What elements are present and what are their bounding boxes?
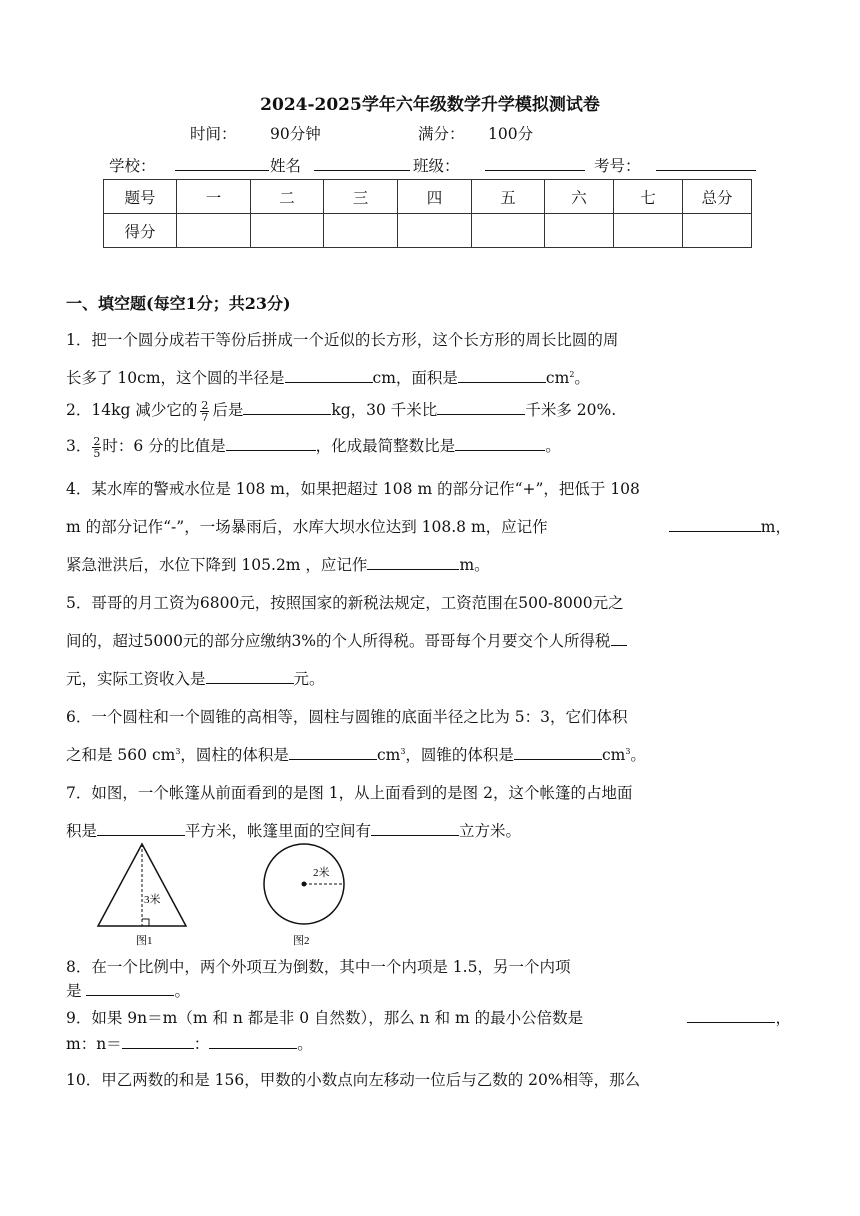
q5-line1: 5．哥哥的月工资为6800元，按照国家的新税法规定，工资范围在500-8000元之 bbox=[66, 594, 624, 612]
figure2-circle bbox=[264, 844, 344, 947]
name-blank[interactable] bbox=[314, 154, 410, 175]
q9-blank-lcm[interactable] bbox=[687, 1008, 775, 1023]
score-header-cell: 总分 bbox=[683, 180, 752, 214]
q3-blank-simplest-ratio[interactable] bbox=[455, 436, 545, 451]
q8-line2: 是 。 bbox=[66, 982, 190, 1000]
q6-blank-cone[interactable] bbox=[514, 745, 602, 760]
q6-line2: 之和是 560 $cm^3$，圆柱的体积是 $cm^3$，圆锥的体积是 $cm^3$。 bbox=[66, 746, 646, 764]
q2-line: 2．14kg 减少它的 $\frac{2}{7}$ 后是 kg，30 千米比 千米多 20%. bbox=[66, 398, 617, 424]
score-row-label: 得分 bbox=[104, 214, 177, 248]
score-table bbox=[103, 179, 752, 248]
q4-line1: 4．某水库的警戒水位是 108 m，如果把超过 108 m 的部分记作“+”，把低于 108 bbox=[66, 480, 640, 498]
score-cell[interactable] bbox=[324, 214, 398, 248]
figure2-label: 图2 bbox=[293, 935, 310, 947]
q2-blank-km[interactable] bbox=[437, 400, 525, 415]
q4-blank-record2[interactable] bbox=[367, 555, 459, 570]
score-cell[interactable] bbox=[545, 214, 614, 248]
q4-line3: 紧急泄洪后，水位下降到 105.2m ，应记作 m。 bbox=[66, 556, 490, 574]
score-table-header-row bbox=[104, 180, 752, 214]
score-header-cell: 题号 bbox=[104, 180, 177, 214]
score-cell[interactable] bbox=[614, 214, 683, 248]
score-cell[interactable] bbox=[683, 214, 752, 248]
exam-no-blank[interactable] bbox=[656, 154, 756, 175]
tent-figures bbox=[94, 838, 354, 950]
figure1-triangle bbox=[98, 844, 186, 947]
q5-blank-tax[interactable] bbox=[611, 631, 627, 646]
q7-line2: 积是 平方米，帐篷里面的空间有 立方米。 bbox=[66, 822, 522, 840]
score-cell[interactable] bbox=[472, 214, 545, 248]
q4-line2: m 的部分记作“-”，一场暴雨后，水库大坝水位达到 108.8 m，应记作 m， bbox=[66, 518, 791, 536]
q1-line1: 1．把一个圆分成若干等份后拼成一个近似的长方形，这个长方形的周长比圆的周 bbox=[66, 331, 619, 349]
score-header-cell: 三 bbox=[324, 180, 398, 214]
full-score-label: 满分： bbox=[418, 125, 465, 143]
q3-line: 3． $\frac{2}{5}$ 时：6 分的比值是 ，化成最简整数比是 。 bbox=[66, 434, 561, 460]
q7-line1: 7．如图，一个帐篷从前面看到的是图 1，从上面看到的是图 2，这个帐篷的占地面 bbox=[66, 784, 633, 802]
q1-line2: 长多了 10cm，这个圆的半径是 cm，面积是 $cm^2$。 bbox=[66, 369, 590, 387]
score-header-cell: 四 bbox=[398, 180, 472, 214]
radius-label: 2米 bbox=[313, 867, 330, 879]
score-header-cell: 七 bbox=[614, 180, 683, 214]
name-label: 姓名 bbox=[270, 157, 302, 175]
q6-blank-cylinder[interactable] bbox=[289, 745, 377, 760]
height-label: 3米 bbox=[144, 894, 161, 906]
time-label: 时间： bbox=[190, 125, 237, 143]
score-cell[interactable] bbox=[251, 214, 324, 248]
q9-blank-ratio-n[interactable] bbox=[209, 1034, 297, 1049]
q5-blank-income[interactable] bbox=[206, 669, 294, 684]
figure1-label: 图1 bbox=[136, 935, 153, 947]
exam-no-label: 考号： bbox=[594, 157, 641, 175]
school-blank[interactable] bbox=[175, 154, 269, 175]
score-header-cell: 六 bbox=[545, 180, 614, 214]
score-cell[interactable] bbox=[398, 214, 472, 248]
fraction-2-5: $\frac{2}{5}$ bbox=[93, 434, 101, 460]
q10-line1: 10．甲乙两数的和是 156，甲数的小数点向左移动一位后与乙数的 20%相等，那么 bbox=[66, 1071, 641, 1089]
q2-blank-kg[interactable] bbox=[243, 400, 331, 415]
school-label: 学校： bbox=[109, 157, 156, 175]
q1-blank-radius[interactable] bbox=[285, 368, 373, 383]
score-header-cell: 二 bbox=[251, 180, 324, 214]
q4-blank-record1[interactable] bbox=[669, 517, 761, 532]
q9-line2: m：n＝ ： 。 bbox=[66, 1035, 313, 1053]
class-label: 班级： bbox=[413, 157, 460, 175]
q7-blank-volume[interactable] bbox=[371, 821, 459, 836]
score-header-cell: 五 bbox=[472, 180, 545, 214]
section-heading: 一、填空题(每空1分；共23分) bbox=[66, 294, 291, 313]
score-cell[interactable] bbox=[177, 214, 251, 248]
q8-blank-inner-term[interactable] bbox=[86, 981, 174, 996]
q8-line1: 8．在一个比例中，两个外项互为倒数，其中一个内项是 1.5，另一个内项 bbox=[66, 958, 571, 976]
class-blank[interactable] bbox=[485, 154, 585, 175]
q3-blank-ratio-value[interactable] bbox=[226, 436, 316, 451]
q9-blank-ratio-m[interactable] bbox=[122, 1034, 194, 1049]
fraction-2-7: $\frac{2}{7}$ bbox=[201, 398, 209, 424]
q5-line2: 间的，超过5000元的部分应缴纳3%的个人所得税。哥哥每个月要交个人所得税 bbox=[66, 629, 627, 651]
q1-blank-area[interactable] bbox=[458, 368, 546, 383]
full-score-value: 100分 bbox=[488, 125, 534, 143]
score-table-score-row bbox=[104, 214, 752, 248]
q5-line3: 元，实际工资收入是 元。 bbox=[66, 670, 325, 688]
score-header-cell: 一 bbox=[177, 180, 251, 214]
q6-line1: 6．一个圆柱和一个圆锥的高相等，圆柱与圆锥的底面半径之比为 5：3，它们体积 bbox=[66, 708, 628, 726]
page-title: 2024-2025学年六年级数学升学模拟测试卷 bbox=[260, 95, 600, 115]
q9-line1: 9．如果 9n＝m（m 和 n 都是非 0 自然数），那么 n 和 m 的最小公倍数是 ， bbox=[66, 1009, 791, 1027]
time-value: 90分钟 bbox=[270, 125, 321, 143]
q7-blank-area[interactable] bbox=[97, 821, 185, 836]
